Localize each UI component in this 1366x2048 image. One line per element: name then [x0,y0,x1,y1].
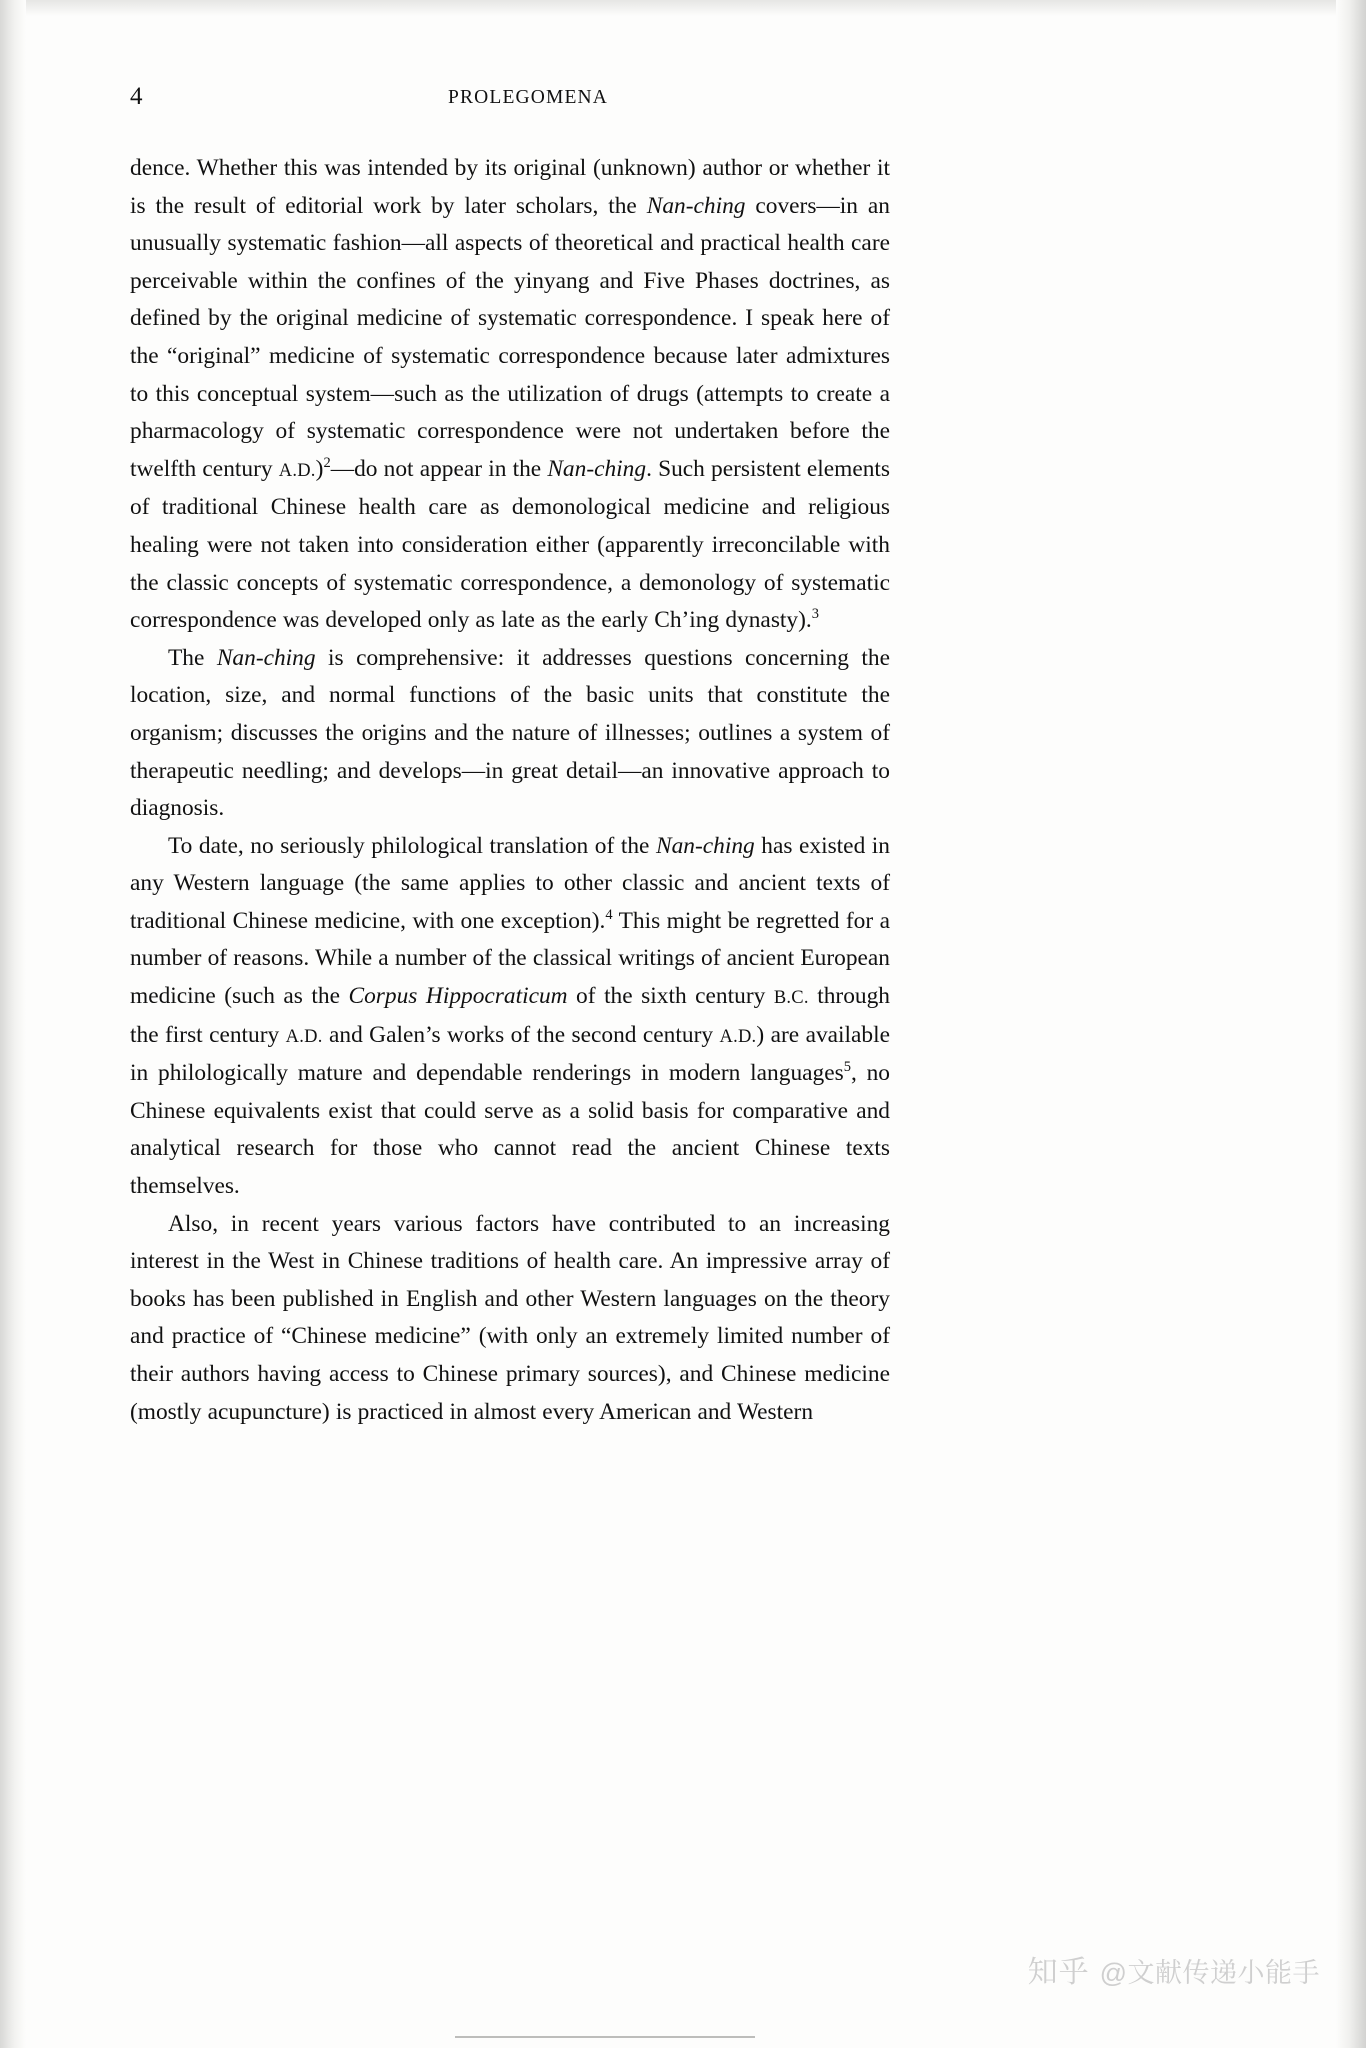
running-head-title: PROLEGOMENA [448,87,608,108]
page-bottom-rule [455,2036,755,2038]
body-text [130,150,890,1431]
footnote-marker: 2 [323,454,331,471]
scan-edge-right [1336,0,1366,2048]
footnote-marker: 5 [843,1059,851,1076]
small-caps-era: A.D. [719,1025,757,1046]
zhihu-handle: @文献传递小能手 [1099,1957,1320,1988]
paragraph: dence. Whether this was intended by its original (unknown) author or whether it is the result of editorial work by later scholars, the Nan-ching covers—in an unusually systematic fashion—all aspects of theoretical and practical health care perceivable within the confines of the yinyang and Five Phases doctrines, as defined by the original medicine of systematic correspondence. I speak here of the “original” medicine of systematic correspondence because later admixtures to this conceptual system—such as the utilization of drugs (attempts to create a pharmacology of systematic correspondence were not undertaken before the twelfth century A.D.)$^2$—do not appear in the Nan-ching. Such persistent elements of traditional Chinese health care as demonological medicine and religious healing were not taken into consideration either (apparently irreconcilable with the classic concepts of systematic correspondence, a demonology of systematic correspondence was developed only as late as the early Ch’ing dynasty).$^3$ [130,155,890,634]
footnote-marker: 4 [605,907,613,924]
paragraph: To date, no seriously philological translation of the Nan-ching has existed in any Western language (the same applies to other classic and ancient texts of traditional Chinese medicine, with one exception).$^4$ This might be regretted for a number of reasons. While a number of the classical writings of ancient European medicine (such as the Corpus Hippocraticum of the sixth century B.C. through the first century A.D. and Galen’s works of the second century A.D.) are available in philologically mature and dependable renderings in modern languages$^5$, no Chinese equivalents exist that could serve as a solid basis for comparative and analytical research for those who cannot read the ancient Chinese texts themselves. [130,832,891,1200]
italic-title: Nan-ching [547,455,647,482]
paragraph: Also, in recent years various factors have contributed to an increasing interest in the West in Chinese traditions of health care. An impressive array of books has been published in English and other Western languages on the theory and practice of “Chinese medicine” (with only an extremely limited number of their authors having access to Chinese primary sources), and Chinese medicine (mostly acupuncture) is practiced in almost every American and Western [130,1210,890,1425]
small-caps-era: A.D. [278,459,316,480]
zhihu-watermark [1028,1958,1320,1988]
footnote-marker: 3 [811,606,820,623]
page-number: 4 [130,83,143,110]
small-caps-era: B.C. [773,987,809,1008]
scan-edge-top [0,0,1366,16]
italic-title: Nan-ching [655,832,755,859]
scan-edge-left [0,0,26,2048]
small-caps-era: A.D. [285,1025,323,1046]
italic-title: Nan-ching [216,644,316,671]
italic-title: Nan-ching [646,192,746,219]
page-content-column [130,60,890,1431]
zhihu-logo: 知乎 [1027,1956,1090,1989]
running-head [130,60,890,124]
paragraph: The Nan-ching is comprehensive: it addresses questions concerning the location, size, and normal functions of the basic units that constitute the organism; discusses the origins and the nature of illnesses; outlines a system of therapeutic needling; and develops—in great detail—an innovative approach to diagnosis. [130,644,890,822]
italic-title: Corpus Hippocraticum [348,983,568,1010]
